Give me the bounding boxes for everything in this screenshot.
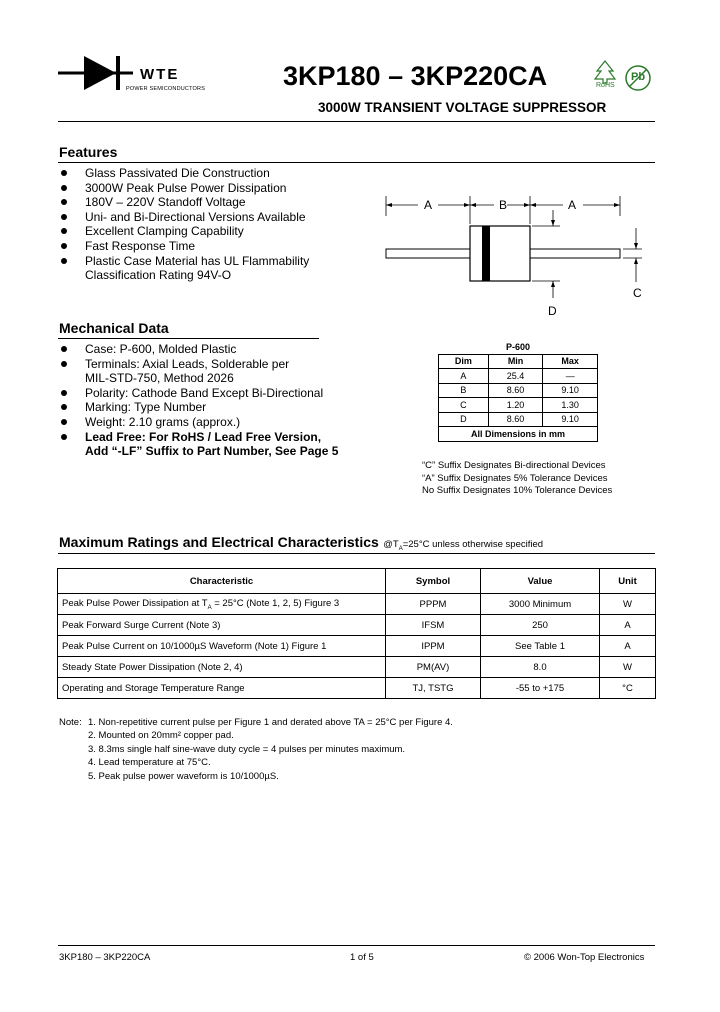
- dim-label-b: B: [499, 198, 508, 212]
- company-logo: [58, 54, 208, 96]
- cell-value: -55 to +175: [481, 678, 600, 699]
- dim-cell: 8.60: [488, 383, 543, 398]
- dim-col-header: Max: [543, 354, 598, 369]
- ratings-condition: [383, 539, 543, 550]
- dim-label-d: D: [548, 304, 557, 318]
- features-rule: [58, 162, 655, 163]
- table-row: [439, 398, 598, 413]
- mechanical-heading: Mechanical Data: [59, 320, 169, 336]
- notes-label: Note:: [59, 717, 82, 728]
- list-item: 3000W Peak Pulse Power Dissipation: [59, 181, 379, 196]
- ratings-heading: Maximum Ratings and Electrical Characteristics: [59, 534, 379, 550]
- col-header-characteristic: Characteristic: [58, 569, 386, 594]
- table-row: [439, 369, 598, 384]
- page-subtitle: 3000W TRANSIENT VOLTAGE SUPPRESSOR: [318, 100, 607, 115]
- rohs-label: RoHS: [596, 82, 615, 89]
- char-sub: A: [207, 604, 212, 611]
- cell-unit: A: [600, 636, 656, 657]
- table-row: [58, 636, 656, 657]
- cell-value: 3000 Minimum: [481, 594, 600, 615]
- table-row: [439, 412, 598, 427]
- list-item: Excellent Clamping Capability: [59, 224, 379, 239]
- notes-list: [88, 716, 453, 783]
- cell-characteristic: Operating and Storage Temperature Range: [58, 678, 386, 699]
- list-item: 180V – 220V Standoff Voltage: [59, 195, 379, 210]
- note-item: 4. Lead temperature at 75°C.: [88, 757, 211, 769]
- list-item: Marking: Type Number: [59, 400, 389, 415]
- dim-table-footer: All Dimensions in mm: [439, 427, 598, 442]
- mechanical-list: [59, 342, 389, 459]
- note-item: 5. Peak pulse power waveform is 10/1000µS.: [88, 770, 279, 782]
- list-item: Classification Rating 94V-O: [85, 268, 232, 283]
- dim-cell: A: [439, 369, 489, 384]
- ratings-rule: [58, 553, 655, 554]
- footer-rule: [58, 945, 655, 946]
- cell-characteristic: Peak Forward Surge Current (Note 3): [58, 615, 386, 636]
- list-item: Add “-LF” Suffix to Part Number, See Page 5: [85, 444, 339, 459]
- dimension-table: [438, 340, 598, 442]
- cell-characteristic: Steady State Power Dissipation (Note 2, 4): [58, 657, 386, 678]
- dim-cell: 1.20: [488, 398, 543, 413]
- list-item: Case: P-600, Molded Plastic: [59, 342, 389, 357]
- features-heading: Features: [59, 144, 118, 160]
- pb-label: Pb: [631, 71, 646, 83]
- page-title: 3KP180 – 3KP220CA: [283, 61, 548, 91]
- table-row: [58, 594, 656, 615]
- dim-cell: D: [439, 412, 489, 427]
- cell-symbol: TJ, TSTG: [386, 678, 481, 699]
- cell-characteristic: Peak Pulse Current on 10/1000µS Waveform (Note 1) Figure 1: [58, 636, 386, 657]
- header-rule: [58, 121, 655, 122]
- list-item: Polarity: Cathode Band Except Bi-Directional: [59, 386, 389, 401]
- dim-cell: B: [439, 383, 489, 398]
- dim-col-header: Min: [488, 354, 543, 369]
- features-list: [59, 166, 379, 283]
- dim-cell: 25.4: [488, 369, 543, 384]
- logo-brand: WTE: [140, 66, 180, 83]
- dim-cell: 9.10: [543, 412, 598, 427]
- cell-unit: A: [600, 615, 656, 636]
- note-item: 1. Non-repetitive current pulse per Figure 1 and derated above TA = 25°C per Figure 4.: [88, 717, 453, 728]
- list-item: Plastic Case Material has UL Flammability: [59, 254, 379, 269]
- suffix-note: “C” Suffix Designates Bi-directional Devices: [422, 460, 606, 471]
- cell-symbol: IFSM: [386, 615, 481, 636]
- suffix-notes: [422, 460, 612, 498]
- mechanical-rule: [58, 338, 319, 339]
- dim-cell: —: [543, 369, 598, 384]
- condition-prefix: @T: [383, 539, 399, 550]
- suffix-note: “A” Suffix Designates 5% Tolerance Devices: [422, 472, 608, 484]
- ratings-heading-line: [59, 534, 543, 552]
- table-row: [58, 657, 656, 678]
- footer-page-number: 1 of 5: [350, 952, 374, 963]
- cell-unit: W: [600, 657, 656, 678]
- dim-cell: 8.60: [488, 412, 543, 427]
- dim-label-c: C: [633, 286, 642, 300]
- table-row: [439, 383, 598, 398]
- list-item: MIL-STD-750, Method 2026: [85, 371, 234, 386]
- list-item: Lead Free: For RoHS / Lead Free Version,: [59, 430, 389, 445]
- cell-value: 250: [481, 615, 600, 636]
- list-item: Fast Response Time: [59, 239, 379, 254]
- col-header-symbol: Symbol: [386, 569, 481, 594]
- table-row: [58, 678, 656, 699]
- rohs-icon: [590, 60, 622, 92]
- list-item: Weight: 2.10 grams (approx.): [59, 415, 389, 430]
- dim-cell: 1.30: [543, 398, 598, 413]
- diode-symbol-icon: [58, 54, 133, 92]
- dim-label-a-left: A: [424, 198, 433, 212]
- cell-symbol: IPPM: [386, 636, 481, 657]
- cell-value: 8.0: [481, 657, 600, 678]
- list-item: Uni- and Bi-Directional Versions Available: [59, 210, 379, 225]
- ratings-table: [57, 568, 656, 699]
- col-header-unit: Unit: [600, 569, 656, 594]
- package-outline-diagram: [380, 190, 660, 320]
- suffix-note: No Suffix Designates 10% Tolerance Devices: [422, 485, 613, 496]
- cell-symbol: PPPM: [386, 594, 481, 615]
- dim-col-header: Dim: [439, 354, 489, 369]
- dim-label-a-right: A: [568, 198, 577, 212]
- table-row: [58, 615, 656, 636]
- cell-value: See Table 1: [481, 636, 600, 657]
- pb-free-icon: [624, 64, 652, 92]
- cell-unit: °C: [600, 678, 656, 699]
- note-item: 3. 8.3ms single half sine-wave duty cycle = 4 pulses per minutes maximum.: [88, 743, 406, 755]
- condition-suffix: =25°C unless otherwise specified: [402, 539, 544, 550]
- footer-copyright: © 2006 Won-Top Electronics: [524, 952, 645, 963]
- note-item: 2. Mounted on 20mm² copper pad.: [88, 730, 234, 742]
- cell-symbol: PM(AV): [386, 657, 481, 678]
- logo-tagline: POWER SEMICONDUCTORS: [126, 86, 206, 92]
- dim-table-package: P-600: [439, 340, 598, 354]
- list-item: Glass Passivated Die Construction: [59, 166, 379, 181]
- condition-sub: A: [398, 545, 403, 552]
- char-rest: = 25°C (Note 1, 2, 5) Figure 3: [211, 597, 340, 609]
- dim-cell: 9.10: [543, 383, 598, 398]
- cell-characteristic: [58, 594, 386, 615]
- footer-left: 3KP180 – 3KP220CA: [59, 952, 151, 963]
- list-item: Terminals: Axial Leads, Solderable per: [59, 357, 389, 372]
- cell-unit: W: [600, 594, 656, 615]
- dim-cell: C: [439, 398, 489, 413]
- char-text: Peak Pulse Power Dissipation at T: [62, 597, 208, 609]
- col-header-value: Value: [481, 569, 600, 594]
